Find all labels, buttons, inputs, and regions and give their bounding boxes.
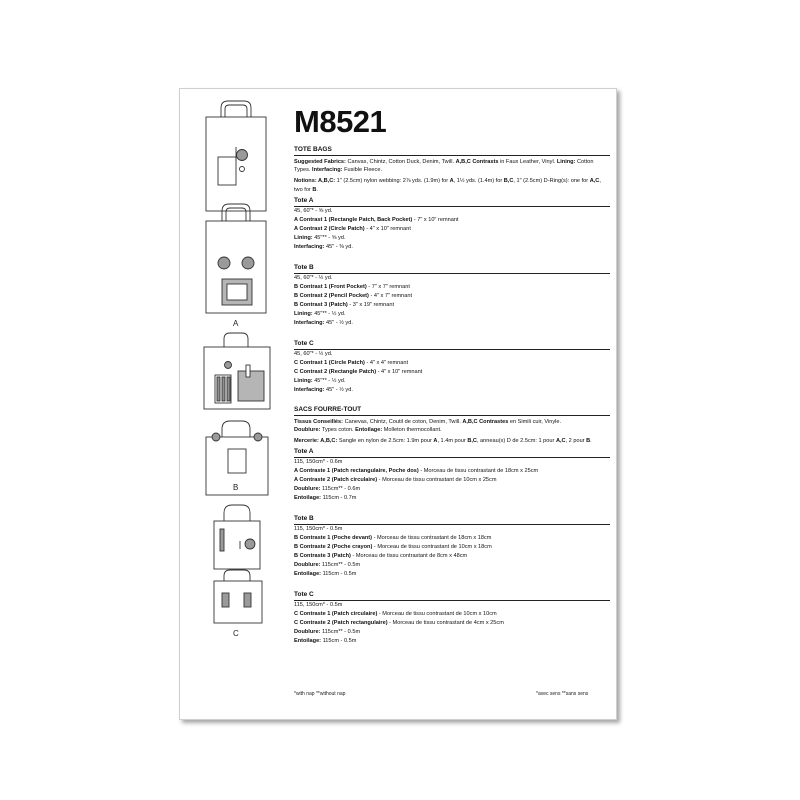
french-tote-b-list	[294, 525, 610, 579]
text-line	[294, 359, 610, 368]
french-tote-c-list	[294, 601, 610, 646]
text-line	[294, 552, 610, 561]
bold-label: Doublure:	[294, 629, 321, 636]
footnote-french: *avec sens **sans sens	[536, 691, 589, 697]
french-notions	[294, 437, 610, 445]
bold-label: A,C	[555, 438, 566, 445]
english-tote-a-heading: Tote A	[294, 197, 610, 207]
text-line: .	[590, 438, 592, 445]
french-tote-a-heading: Tote A	[294, 448, 610, 458]
bold-label: B Contraste 3 (Patch)	[294, 553, 351, 560]
text-line: - 4" x 10" remnant	[364, 225, 411, 232]
text-line: en Simili cuir, Vinyle.	[508, 418, 562, 425]
text-line: 115cm** - 0.6m	[320, 486, 361, 493]
footnote-english: *with nap **without nap	[294, 691, 346, 697]
text-line	[294, 243, 610, 252]
text-line: 45, 60"* - ½ yd.	[294, 274, 333, 281]
bold-label: A,B,C Contrastes	[462, 418, 509, 425]
bold-label: A Contraste 2 (Patch circulaire)	[294, 477, 378, 484]
bold-label: A	[449, 178, 454, 185]
yardage-content	[294, 105, 610, 646]
text-line	[294, 292, 610, 301]
text-line: - 7" x 10" remnant	[412, 216, 459, 223]
english-tote-b-heading: Tote B	[294, 264, 610, 274]
tote-illustrations	[180, 89, 300, 719]
english-heading: TOTE BAGS	[294, 146, 610, 156]
text-line: 115cm - 0.5m	[321, 571, 357, 578]
bold-label: Entoilage:	[294, 495, 322, 502]
bold-label: Entoilage:	[355, 427, 383, 434]
bold-label: Doublure:	[294, 486, 321, 493]
text-line: 115, 150cm* - 0.5m	[294, 602, 343, 609]
text-line: Types coton.	[320, 427, 356, 434]
bold-label: B Contraste 1 (Poche devant)	[294, 535, 373, 542]
bold-label: Lining:	[294, 310, 313, 317]
bold-label: B Contrast 1 (Front Pocket)	[294, 283, 367, 290]
text-line	[294, 561, 610, 570]
bold-label: Mercerie: A,B,C:	[294, 438, 338, 445]
bold-label: Tissus Conseillés:	[294, 418, 344, 425]
french-tote-c-heading: Tote C	[294, 591, 610, 601]
bold-label: B	[586, 438, 591, 445]
bold-label: Lining:	[294, 234, 313, 241]
bold-label: B Contrast 3 (Patch)	[294, 301, 348, 308]
bold-label: Interfacing:	[294, 386, 325, 393]
text-line: Sangle en nylon de 2.5cm: 1.9m pour	[337, 438, 434, 445]
text-line: 45" - ½ yd.	[324, 386, 353, 393]
bold-label: Interfacing:	[294, 319, 325, 326]
pattern-number: M8521	[294, 104, 387, 139]
text-line	[294, 319, 610, 328]
text-line: , 1" (2.5cm) D-Ring(s): one for	[513, 178, 590, 185]
text-line: , anneau(x) D de 2.5cm: 1 pour	[476, 438, 556, 445]
text-line: 115cm** - 0.5m	[320, 562, 361, 569]
text-line: Canevas, Chintz, Coutil de coton, Denim, Twill.	[343, 418, 463, 425]
text-line: .	[316, 186, 318, 193]
text-line	[294, 467, 610, 476]
french-fabric-suggestions	[294, 418, 610, 434]
text-line: - Morceau de tissu contrastant de 10cm x 18cm	[372, 544, 492, 551]
tote-b-view	[204, 333, 270, 409]
text-line	[294, 216, 610, 225]
bold-label: B Contraste 2 (Poche crayon)	[294, 544, 373, 551]
text-line: Cotton Types.	[294, 159, 594, 174]
text-line: 115cm - 0.7m	[321, 495, 357, 502]
text-line: , 1½ yds. (1.4m) for	[453, 178, 504, 185]
text-line: - 3" x 19" remnant	[347, 301, 395, 308]
text-line	[294, 310, 610, 319]
text-line: 115, 150cm* - 0.5m	[294, 526, 343, 533]
bold-label: B,C	[467, 438, 477, 445]
text-line: 45"** - ⅝ yd.	[312, 234, 346, 241]
text-line	[294, 368, 610, 377]
text-line: - 4" x 7" remnant	[368, 292, 413, 299]
bold-label: A Contrast 2 (Circle Patch)	[294, 225, 365, 232]
text-line	[294, 476, 610, 485]
french-tote-b-heading: Tote B	[294, 515, 610, 525]
text-line: 45, 60"* - ½ yd.	[294, 350, 333, 357]
view-label-a: A	[233, 319, 239, 328]
english-notions	[294, 177, 610, 193]
text-line: - 7" x 7" remnant	[366, 283, 410, 290]
text-line: in Faux Leather, Vinyl.	[498, 159, 557, 165]
bold-label: B,C	[503, 178, 514, 185]
bold-label: B	[312, 186, 317, 193]
bold-label: A Contrast 1 (Rectangle Patch, Back Pocket)	[294, 216, 413, 223]
bold-label: A,C	[589, 178, 600, 185]
english-tote-c-heading: Tote C	[294, 340, 610, 350]
bold-label: A	[433, 438, 438, 445]
text-line: 45" - ½ yd.	[324, 319, 353, 326]
bold-label: Suggested Fabrics:	[294, 159, 346, 165]
bold-label: Doublure:	[294, 562, 321, 569]
bold-label: Interfacing:	[294, 243, 325, 250]
text-line: Molleton thermocollant.	[382, 427, 442, 434]
bold-label: Entoilage:	[294, 638, 322, 645]
text-line: - Morceau de tissu contrastant de 10cm x 10cm	[377, 611, 497, 618]
french-tote-a-list	[294, 458, 610, 503]
text-line: - 4" x 4" remnant	[364, 359, 409, 366]
text-line: Fusible Fleece.	[342, 167, 382, 174]
text-line	[294, 283, 610, 292]
english-fabric-suggestions	[294, 158, 610, 174]
text-line: 45"** - ½ yd.	[312, 377, 346, 384]
text-line: Canvas, Chintz, Cotton Duck, Denim, Twill.	[345, 159, 456, 165]
bold-label: C Contrast 2 (Rectangle Patch)	[294, 368, 377, 375]
text-line: - Morceau de tissu contrastant de 10cm x 25cm	[377, 477, 497, 484]
bold-label: Lining:	[556, 159, 576, 165]
bold-label: Interfacing:	[312, 167, 343, 174]
text-line: - 4" x 10" remnant	[376, 368, 423, 375]
text-line	[294, 225, 610, 234]
text-line	[294, 637, 610, 646]
text-line: 1" (2.5cm) nylon webbing: 2⅞ yds. (1.9m) for	[335, 178, 450, 185]
tote-c-view-2	[214, 570, 262, 623]
view-label-b: B	[233, 483, 239, 492]
text-line: 45" - ⅜ yd.	[324, 243, 353, 250]
view-label-c: C	[233, 629, 239, 638]
text-line	[294, 485, 610, 494]
text-line	[294, 386, 610, 395]
text-line	[294, 494, 610, 503]
bold-label: A,B,C Contrasts	[455, 159, 499, 165]
text-line: - Morceau de tissu contrastant de 4cm x 25cm	[387, 620, 504, 627]
english-tote-c-list	[294, 350, 610, 395]
bold-label: Lining:	[294, 377, 313, 384]
bold-label: Notions: A,B,C:	[294, 178, 336, 185]
bold-label: Doublure:	[294, 427, 321, 434]
text-line: , 2 pour	[565, 438, 587, 445]
text-line: , 1.4m pour	[437, 438, 468, 445]
bold-label: C Contraste 1 (Patch circulaire)	[294, 611, 378, 618]
text-line: 115, 150cm* - 0.6m	[294, 459, 343, 466]
bold-label: C Contraste 2 (Patch rectangulaire)	[294, 620, 388, 627]
bold-label: B Contrast 2 (Pencil Pocket)	[294, 292, 369, 299]
english-tote-a-list	[294, 207, 610, 252]
text-line	[294, 628, 610, 637]
text-line: - Morceau de tissu contrastant de 18cm x 25cm	[418, 468, 539, 475]
text-line	[294, 301, 610, 310]
text-line	[294, 570, 610, 579]
bold-label: C Contrast 1 (Circle Patch)	[294, 359, 365, 366]
english-tote-b-list	[294, 274, 610, 328]
text-line: 45, 60"* - ⅝ yd.	[294, 207, 333, 214]
text-line: 115cm - 0.5m	[321, 638, 357, 645]
text-line: 45"** - ½ yd.	[312, 310, 346, 317]
text-line	[294, 534, 610, 543]
pattern-sheet	[179, 88, 617, 720]
text-line	[294, 543, 610, 552]
tote-c-view-1	[214, 505, 260, 569]
text-line	[294, 610, 610, 619]
text-line: , two for	[294, 178, 601, 193]
text-line	[294, 234, 610, 243]
text-line: 115cm** - 0.5m	[320, 629, 361, 636]
text-line	[294, 377, 610, 386]
bold-label: Entoilage:	[294, 571, 322, 578]
french-heading: SACS FOURRE-TOUT	[294, 406, 610, 416]
text-line	[294, 619, 610, 628]
text-line: - Morceau de tissu contrastant de 8cm x 48cm	[350, 553, 468, 560]
text-line: - Morceau de tissu contrastant de 18cm x 18cm	[372, 535, 492, 542]
tote-a-back-view	[206, 101, 266, 211]
tote-a-front-view	[206, 204, 266, 313]
bold-label: A Contraste 1 (Patch rectangulaire, Poche dos)	[294, 468, 419, 475]
